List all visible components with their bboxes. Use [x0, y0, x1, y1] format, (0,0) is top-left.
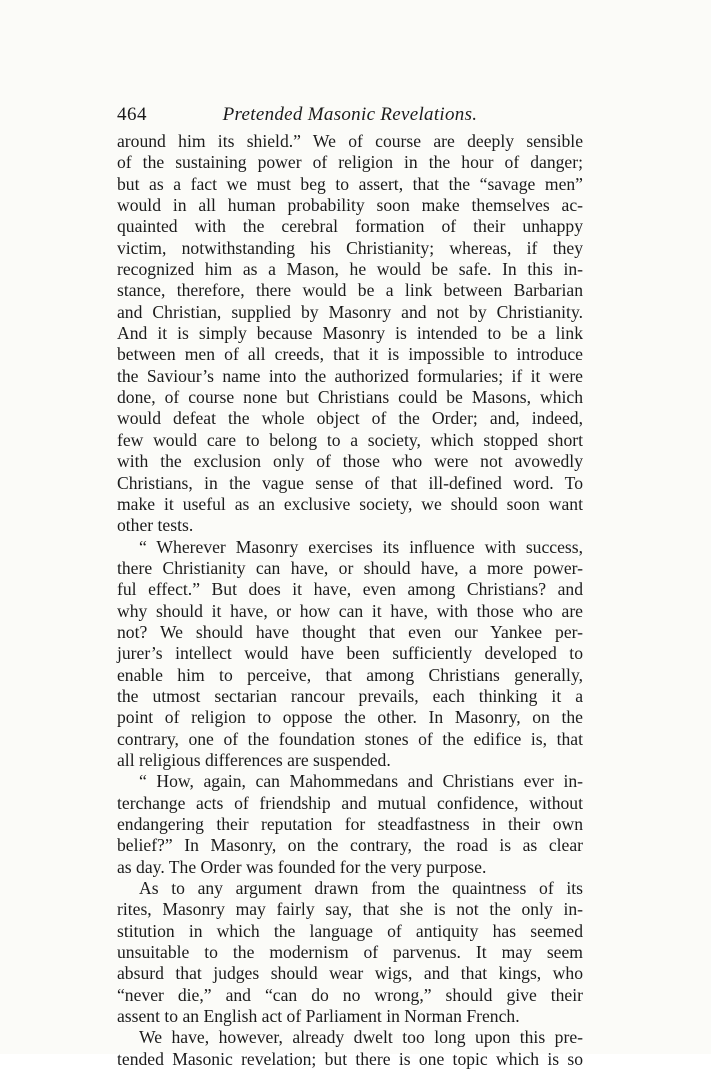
text-line: terchange acts of friendship and mutual confidence, without [117, 792, 583, 813]
text-line: endangering their reputation for steadfastness in their own [117, 814, 583, 834]
text-line: with the exclusion only of those who were not avowedly [117, 451, 583, 472]
text-line: but as a fact we must beg to assert, that the “savage men” [117, 173, 583, 194]
text-line: “ How, again, can Mahommedans and Christians ever in- [139, 771, 583, 792]
body-text [117, 131, 583, 1070]
text-line: contrary, one of the foundation stones of the edifice is, that [117, 728, 583, 749]
text-line: recognized him as a Mason, he would be safe. In this in- [117, 259, 583, 280]
text-line: would defeat the whole object of the Order; and, indeed, [117, 408, 583, 429]
text-line: make it useful as an exclusive society, we should soon want [117, 493, 583, 514]
text-line: between men of all creeds, that it is impossible to introduce [117, 344, 583, 365]
text-line: as day. The Order was founded for the very purpose. [117, 856, 487, 877]
text-line: assent to an English act of Parliament in Norman French. [117, 1006, 520, 1027]
text-line: ful effect.” But does it have, even among Christians? and [117, 579, 583, 600]
text-line: We have, however, already dwelt too long upon this pre- [139, 1027, 583, 1048]
text-line: of the sustaining power of religion in the hour of danger; [117, 152, 583, 173]
text-line: “never die,” and “can do no wrong,” should give their [117, 984, 583, 1005]
text-line: As to any argument drawn from the quaintness of its [139, 878, 583, 899]
text-line: not? We should have thought that even our Yankee per- [117, 621, 583, 642]
text-line: belief?” In Masonry, on the contrary, the road is as clear [117, 835, 583, 856]
text-line: jurer’s intellect would have been sufficiently developed to [117, 643, 583, 664]
text-line: quainted with the cerebral formation of their unhappy [117, 216, 583, 237]
text-line: unsuitable to the modernism of parvenus. It may seem [117, 942, 583, 963]
text-line: absurd that judges should wear wigs, and that kings, who [117, 963, 583, 984]
text-line: the Saviour’s name into the authorized formularies; if it were [117, 365, 583, 386]
text-line: around him its shield.” We of course are deeply sensible [117, 131, 583, 151]
text-line: stitution in which the language of antiquity has seemed [117, 920, 583, 941]
text-line: and Christian, supplied by Masonry and not by Christianity. [117, 301, 583, 322]
text-line: Christians, in the vague sense of that ill-defined word. To [117, 472, 583, 493]
text-line: rites, Masonry may fairly say, that she is not the only in- [117, 899, 583, 920]
text-line: tended Masonic revelation; but there is one topic which is so [117, 1048, 583, 1069]
text-line: stance, therefore, there would be a link between Barbarian [117, 280, 583, 301]
text-line: point of religion to oppose the other. In Masonry, on the [117, 707, 583, 728]
running-title: Pretended Masonic Revelations. [222, 104, 478, 125]
text-line: would in all human probability soon make themselves ac- [117, 195, 583, 216]
text-line: And it is simply because Masonry is intended to be a link [117, 323, 583, 344]
text-line: enable him to perceive, that among Christians generally, [117, 664, 583, 685]
text-line: “ Wherever Masonry exercises its influence with success, [139, 536, 583, 557]
page-number: 464 [117, 104, 147, 125]
text-line: done, of course none but Christians could be Masons, which [117, 387, 583, 408]
text-line: the utmost sectarian rancour prevails, each thinking it a [117, 685, 583, 706]
text-line: all religious differences are suspended. [117, 749, 391, 770]
text-line: other tests. [117, 515, 194, 536]
text-line: few would care to belong to a society, which stopped short [117, 429, 583, 450]
page-header [117, 104, 583, 128]
text-line: why should it have, or how can it have, with those who are [117, 600, 583, 621]
text-line: there Christianity can have, or should have, a more power- [117, 557, 583, 578]
text-line: victim, notwithstanding his Christianity; whereas, if they [117, 237, 583, 258]
